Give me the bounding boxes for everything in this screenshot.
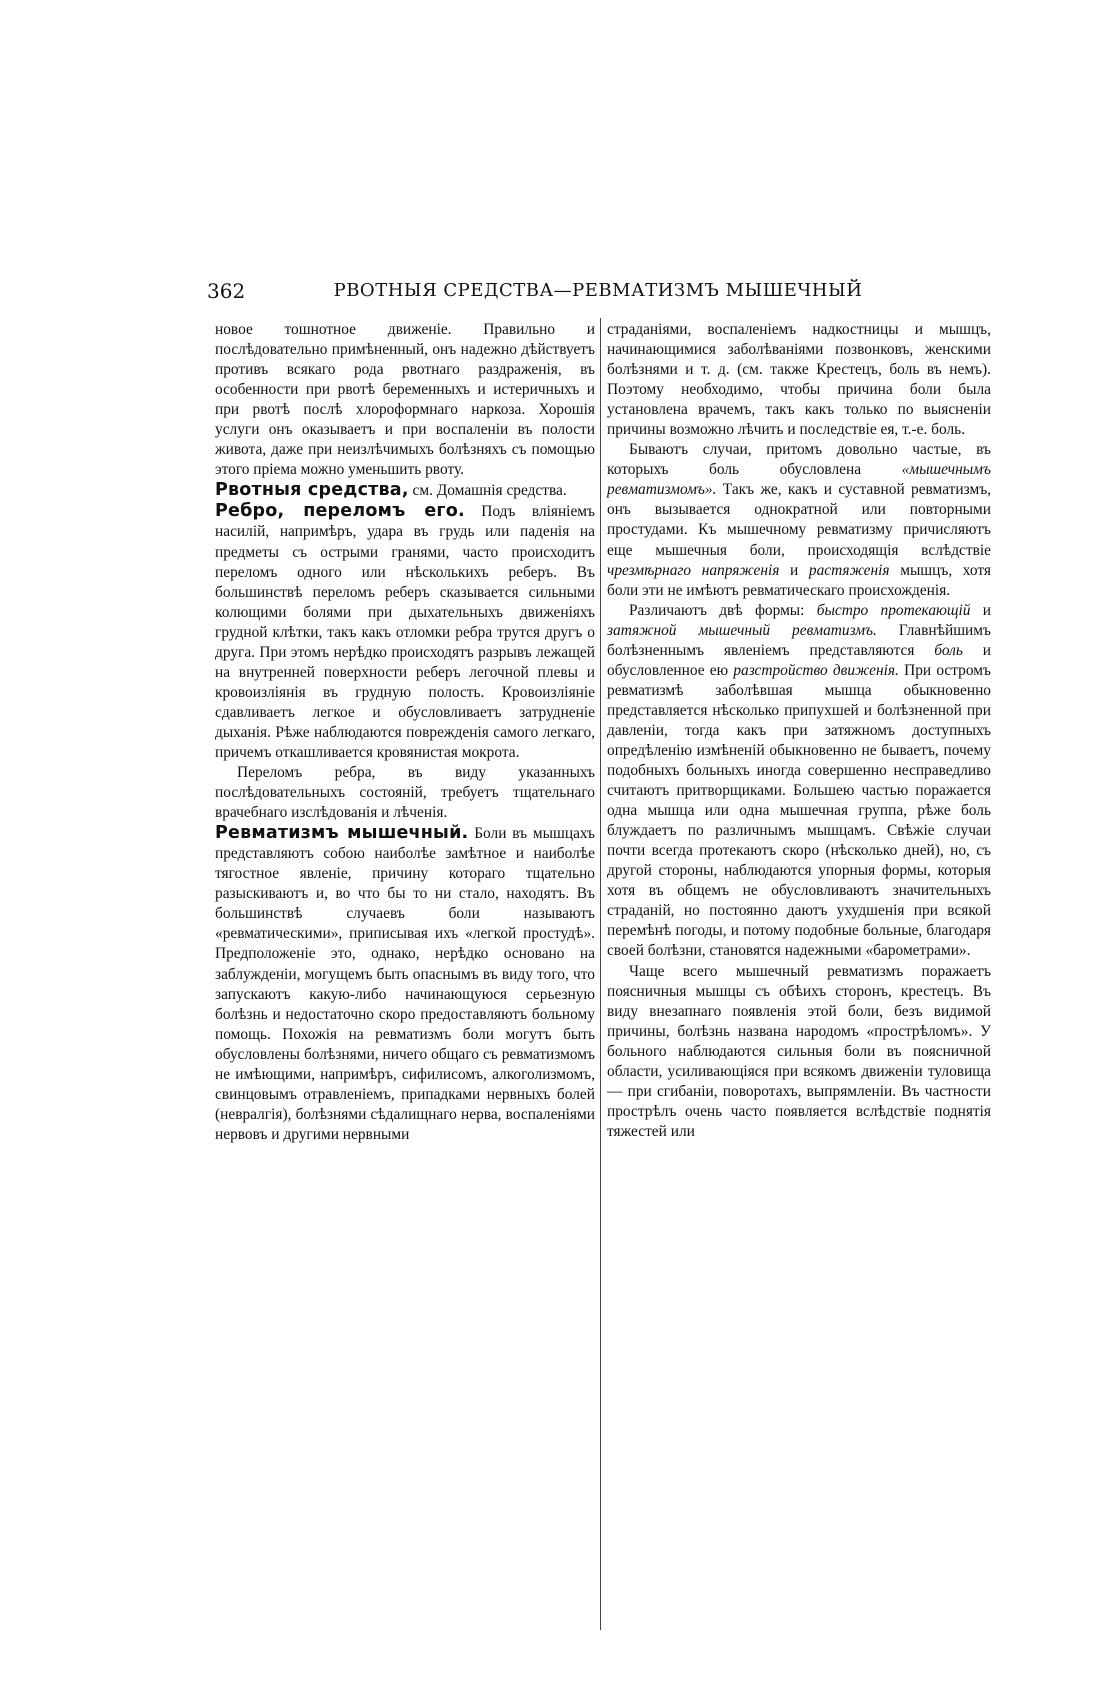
italic-run: чрезмѣрнаго напряженія <box>607 561 780 579</box>
paragraph: новое тошнотное движеніе. Правильно и послѣдовательно примѣненный, онъ надежно дѣйствуетъ противъ всякаго рода рвотнаго раздраженія, въ особенности при рвотѣ беременныхъ и истеричныхъ и при рвотѣ послѣ хлороформнаго наркоза. Хорошія услуги онъ оказываетъ и при воспаленіи въ полости живота, даже при неизлѣчимыхъ болѣзняхъ съ помощью этого пріема можно уменьшить рвоту. <box>215 321 595 479</box>
column-divider <box>600 318 601 1630</box>
entry-heading: Ребро, переломъ его. <box>215 501 465 522</box>
paragraph <box>607 440 991 600</box>
entry-heading: Рвотныя средства, <box>215 480 409 501</box>
italic-run: «мышечнымъ ревматизмомъ». <box>607 461 991 499</box>
text-run: и обусловленное ею <box>607 641 991 679</box>
italic-run: растяженія <box>808 561 890 579</box>
entry-text: см. Домашнія средства. <box>408 482 567 500</box>
text-run: При остромъ ревматизмѣ заболѣвшая мышца обыкновенно представляется нѣсколько припухшей и болѣзненной при давленіи, тогда какъ при затяжномъ доступныхъ опредѣленію измѣненій обыкновенно не бываетъ, почему подобныхъ больныхъ иногда совершенно несправедливо считаютъ притворщиками. Большею частью поражается одна мышца или одна мышечная группа, рѣже боль блуждаетъ по различнымъ мышцамъ. Свѣжіе случаи почти всегда протекаютъ скоро (нѣсколько дней), но, съ другой стороны, наблюдаются упорныя формы, которыя хотя въ общемъ не обусловливаютъ значительныхъ страданій, но постоянно даютъ ухудшенія при всякой перемѣнѣ погоды, и потому подобные больные, благодаря своей болѣзни, становятся надежными «барометрами». <box>607 661 991 960</box>
text-run: мышцъ, хотя боли эти не имѣютъ ревматическаго происхожденія. <box>607 561 992 599</box>
italic-run: затяжной мышечный ревматизмъ. <box>607 621 877 639</box>
text-run: Бываютъ случаи, притомъ довольно частые, въ которыхъ боль обусловлена <box>607 441 991 479</box>
entry-revmatizm-myshechnyy <box>215 823 595 1145</box>
entry-text: Боли въ мышцахъ представляютъ собою наиболѣе замѣтное и наиболѣе тягостное явленіе, причину котораго тщательно разыскиваютъ и, во что бы то ни стало, находятъ. Въ большинствѣ случаевъ боли называютъ «ревматическими», приписывая ихъ «легкой простудѣ». Предположеніе это, однако, нерѣдко основано на заблужденіи, могущемъ быть опаснымъ въ виду того, что запускаютъ какую-либо начинающуюся серьезную болѣзнь и недостаточно скоро предоставляютъ больному помощь. Похожія на ревматизмъ боли могутъ быть обусловлены болѣзнями, ничего общаго съ ревматизмомъ не имѣющими, напримѣръ, сифилисомъ, алкоголизмомъ, свинцовымъ отравленіемъ, припадками нервныхъ болей (невралгія), болѣзнями сѣдалищнаго нерва, воспаленіями нервовъ и другими нервными <box>215 825 595 1143</box>
right-column <box>607 320 991 1142</box>
italic-run: разстройство движенія. <box>733 661 899 679</box>
paragraph: Переломъ ребра, въ виду указанныхъ послѣдовательныхъ состояній, требуетъ тщательнаго врачебнаго изслѣдованія и лѣченія. <box>215 764 595 822</box>
text-run: Главнѣйшимъ болѣзненнымъ явленіемъ представляются <box>607 621 991 659</box>
entry-text: Подъ вліяніемъ насилій, напримѣръ, удара въ грудь или паденія на предметы съ острыми гранями, часто происходитъ переломъ одного или нѣсколькихъ реберъ. Въ большинствѣ переломъ реберъ сказывается сильными колющими болями при дыхательныхъ движеніяхъ грудной клѣтки, такъ какъ отломки ребра трутся другъ о друга. При этомъ нерѣдко происходятъ разрывъ лежащей на внутренней поверхности реберъ легочной плевы и кровоизліянія въ грудную полость. Кровоизліяніе сдавливаетъ легкое и обусловливаетъ затрудненіе дыханія. Рѣже наблюдаются поврежденія самого легкаго, причемъ откашливается кровянистая мокрота. <box>215 503 595 761</box>
entry-rebro-perelom <box>215 501 595 763</box>
paragraph <box>607 601 991 962</box>
left-column <box>215 320 595 1145</box>
entry-heading: Ревматизмъ мышечный. <box>215 823 469 844</box>
italic-run: боль <box>934 641 963 659</box>
page-number: 362 <box>207 279 246 303</box>
entry-rvotnyya-sredstva <box>215 480 595 501</box>
italic-run: быстро протекающій <box>816 601 971 619</box>
running-head: РВОТНЫЯ СРЕДСТВА—РЕВМАТИЗМЪ МЫШЕЧНЫЙ <box>333 280 863 301</box>
text-run: Такъ же, какъ и суставной ревматизмъ, онъ вызывается однократной или повторными простудами. Къ мышечному ревматизму причисляютъ еще мышечныя боли, происходящія вслѣдствіе <box>607 481 991 559</box>
paragraph: Чаще всего мышечный ревматизмъ поражаетъ поясничныя мышцы съ обѣихъ сторонъ, крестецъ. Въ виду внезапнаго появленія этой боли, безъ видимой причины, болѣзнь названа народомъ «прострѣломъ». У больного наблюдаются сильныя боли въ поясничной области, усиливающіяся при всякомъ движеніи туловища— при сгибаніи, поворотахъ, выпрямленіи. Въ частности прострѣлъ очень часто появляется вслѣдствіе поднятія тяжестей или <box>607 962 991 1140</box>
paragraph: страданіями, воспаленіемъ надкостницы и мышцъ, начинающимися заболѣваніями позвонковъ, женскими болѣзнями и т. д. (см. также Крестецъ, боль въ немъ). Поэтому необходимо, чтобы причина боли была установлена врачемъ, такъ какъ только по выясненіи причины возможно лѣчить и последствіе ея, т.-е. боль. <box>607 321 991 439</box>
text-run: Различаютъ двѣ формы: <box>629 601 817 619</box>
page-header <box>207 279 989 309</box>
text-run: и <box>970 601 991 619</box>
text-run: и <box>779 561 809 579</box>
